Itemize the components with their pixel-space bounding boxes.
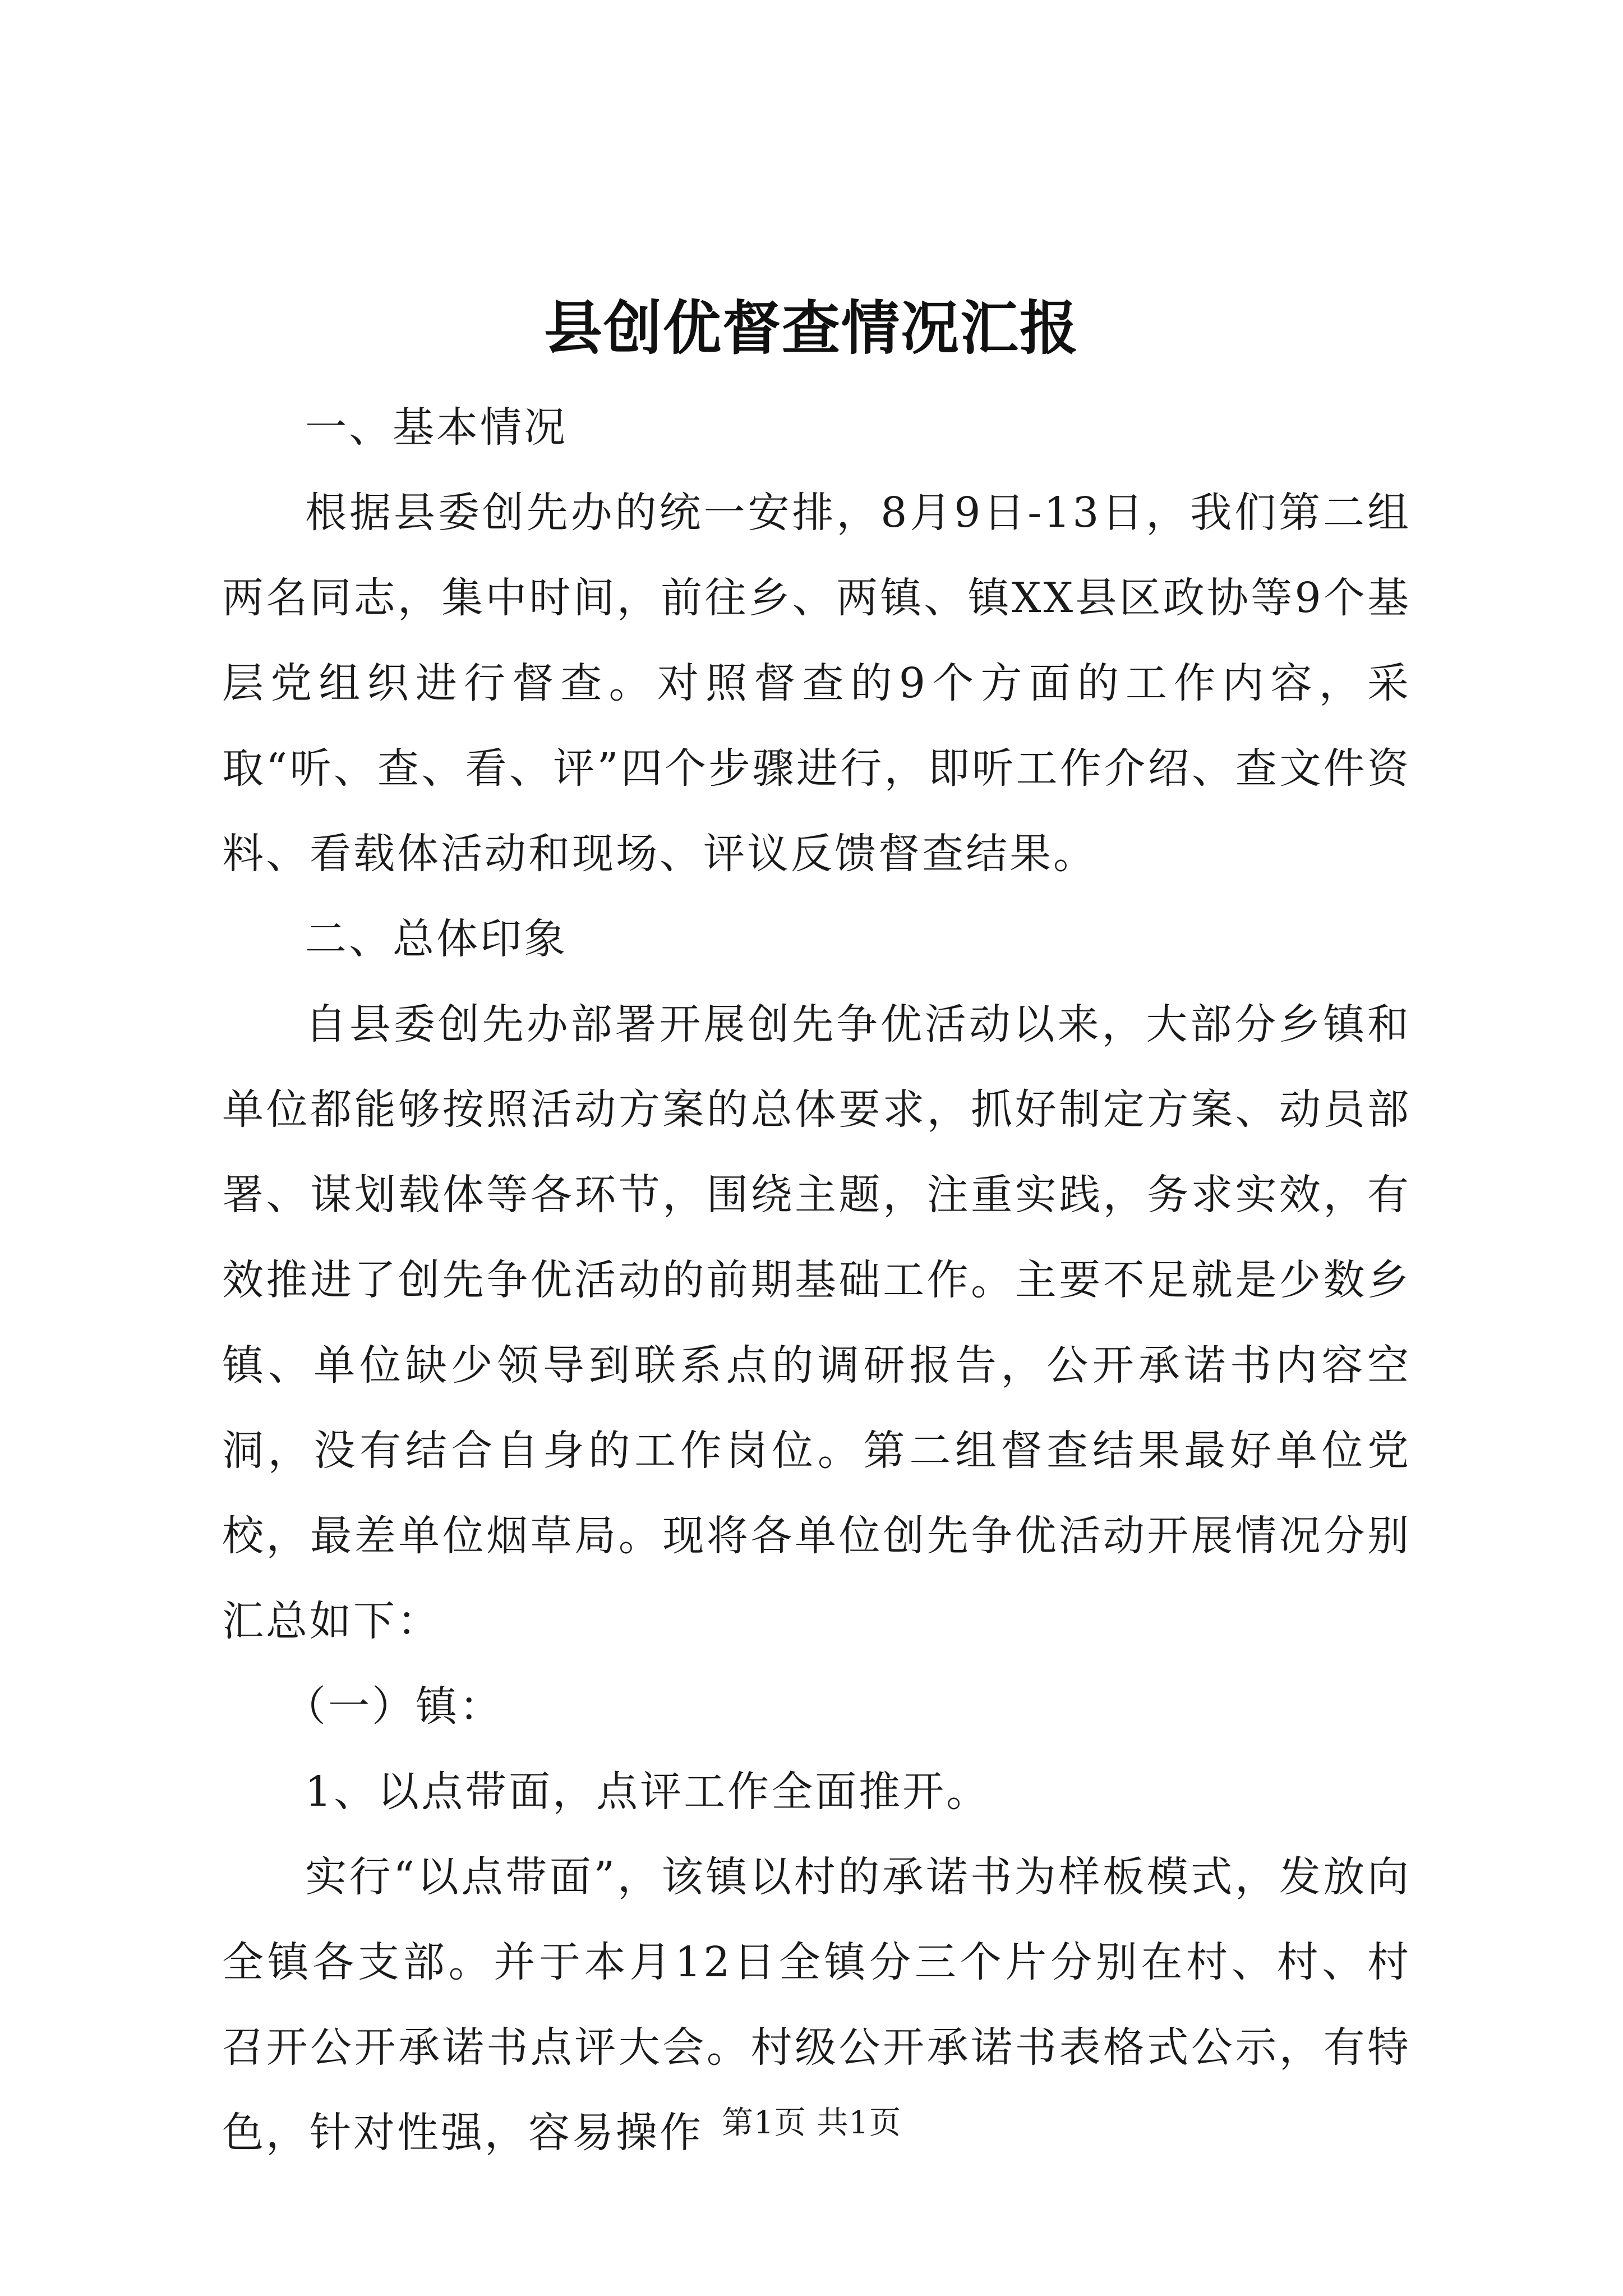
paragraph: 自县委创先办部署开展创先争优活动以来，大部分乡镇和单位都能够按照活动方案的总体要求，抓好制定方案、动员部署、谋划载体等各环节，围绕主题，注重实践，务求实效，有效推进了创先争优活动的前期基础工作。主要不足就是少数乡镇、单位缺少领导到联系点的调研报告，公开承诺书内容空洞，没有结合自身的工作岗位。第二组督查结果最好单位党校，最差单位烟草局。现将各单位创先争优活动开展情况分别汇总如下：: [222, 1000, 1411, 1645]
page-footer: 第1页 共1页: [721, 2105, 902, 2141]
section-heading-basic: 一、基本情况: [305, 403, 568, 452]
paragraph: 根据县委创先办的统一安排，8月9日-13日，我们第二组两名同志，集中时间，前往乡、两镇、镇XX县区政协等9个基层党组织进行督查。对照督查的9个方面的工作内容，采取“听、查、看、评”四个步骤进行，即听工作介绍、查文件资料、看载体活动和现场、评议反馈督查结果。: [222, 489, 1411, 878]
subsection-heading-town: （一）镇：: [284, 1682, 503, 1731]
document-title: 县创优督查情况汇报: [543, 293, 1079, 362]
paragraph: 实行“以点带面”，该镇以村的承诺书为样板模式，发放向全镇各支部。并于本月12日全镇分三个片分别在村、村、村召开公开承诺书点评大会。村级公开承诺书表格式公示，有特色，针对性强，容易操作: [222, 1853, 1411, 2157]
document-body: [222, 385, 1411, 2175]
section-heading-overall: 二、总体印象: [305, 915, 568, 963]
item-heading: 1、以点带面，点评工作全面推开。: [305, 1768, 990, 1816]
